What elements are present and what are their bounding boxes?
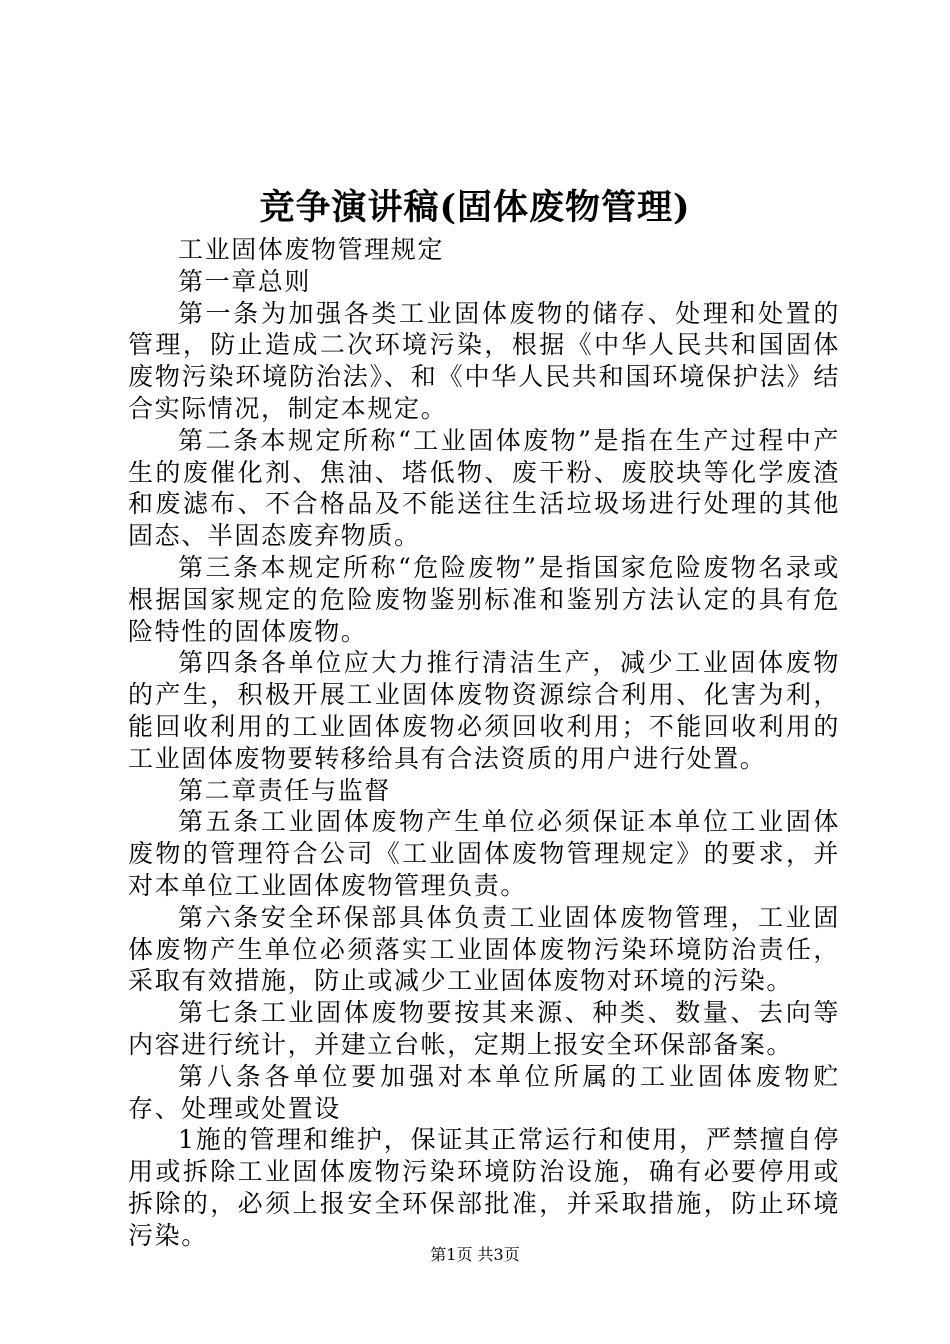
article-paragraph: 第一条为加强各类工业固体废物的储存、处理和处置的管理，防止造成二次环境污染，根据《中华人民共和国固体废物污染环境防治法》、和《中华人民共和国环境保护法》结合实际情况，制定本规定。 [128, 298, 840, 423]
document-title: 竞争演讲稿(固体废物管理) [259, 187, 691, 228]
article-paragraph: 1施的管理和维护，保证其正常运行和使用，严禁擅自停用或拆除工业固体废物污染环境防治设施，确有必要停用或拆除的，必须上报安全环保部批准，并采取措施，防止环境污染。 [128, 1125, 840, 1250]
article-paragraph: 第六条安全环保部具体负责工业固体废物管理，工业固体废物产生单位必须落实工业固体废物污染环境防治责任，采取有效措施，防止或减少工业固体废物对环境的污染。 [128, 902, 840, 996]
article-paragraph: 第八条各单位要加强对本单位所属的工业固体废物贮存、处理或处置设 [128, 1061, 840, 1123]
document-body [128, 234, 840, 1252]
chapter-heading: 第一章总则 [178, 266, 312, 296]
article-paragraph: 第三条本规定所称“危险废物”是指国家危险废物名录或根据国家规定的危险废物鉴别标准和鉴别方法认定的具有危险特性的固体废物。 [128, 552, 840, 646]
article-paragraph: 第五条工业固体废物产生单位必须保证本单位工业固体废物的管理符合公司《工业固体废物管理规定》的要求，并对本单位工业固体废物管理负责。 [128, 807, 840, 900]
article-paragraph: 第二条本规定所称“工业固体废物”是指在生产过程中产生的废催化剂、焦油、塔低物、废干粉、废胶块等化学废渣和废滤布、不合格品及不能送往生活垃圾场进行处理的其他固态、半固态废弃物质。 [128, 425, 840, 551]
article-paragraph: 第四条各单位应大力推行清洁生产，减少工业固体废物的产生，积极开展工业固体废物资源综合利用、化害为利，能回收利用的工业固体废物必须回收利用；不能回收利用的工业固体废物要转移给具有合法资质的用户进行处置。 [128, 648, 840, 773]
page-number-footer: 第1页 共3页 [430, 1245, 520, 1264]
section-heading: 工业固体废物管理规定 [178, 235, 445, 264]
article-paragraph: 第七条工业固体废物要按其来源、种类、数量、去向等内容进行统计，并建立台帐，定期上报安全环保部备案。 [128, 998, 840, 1059]
chapter-heading: 第二章责任与监督 [178, 775, 391, 805]
